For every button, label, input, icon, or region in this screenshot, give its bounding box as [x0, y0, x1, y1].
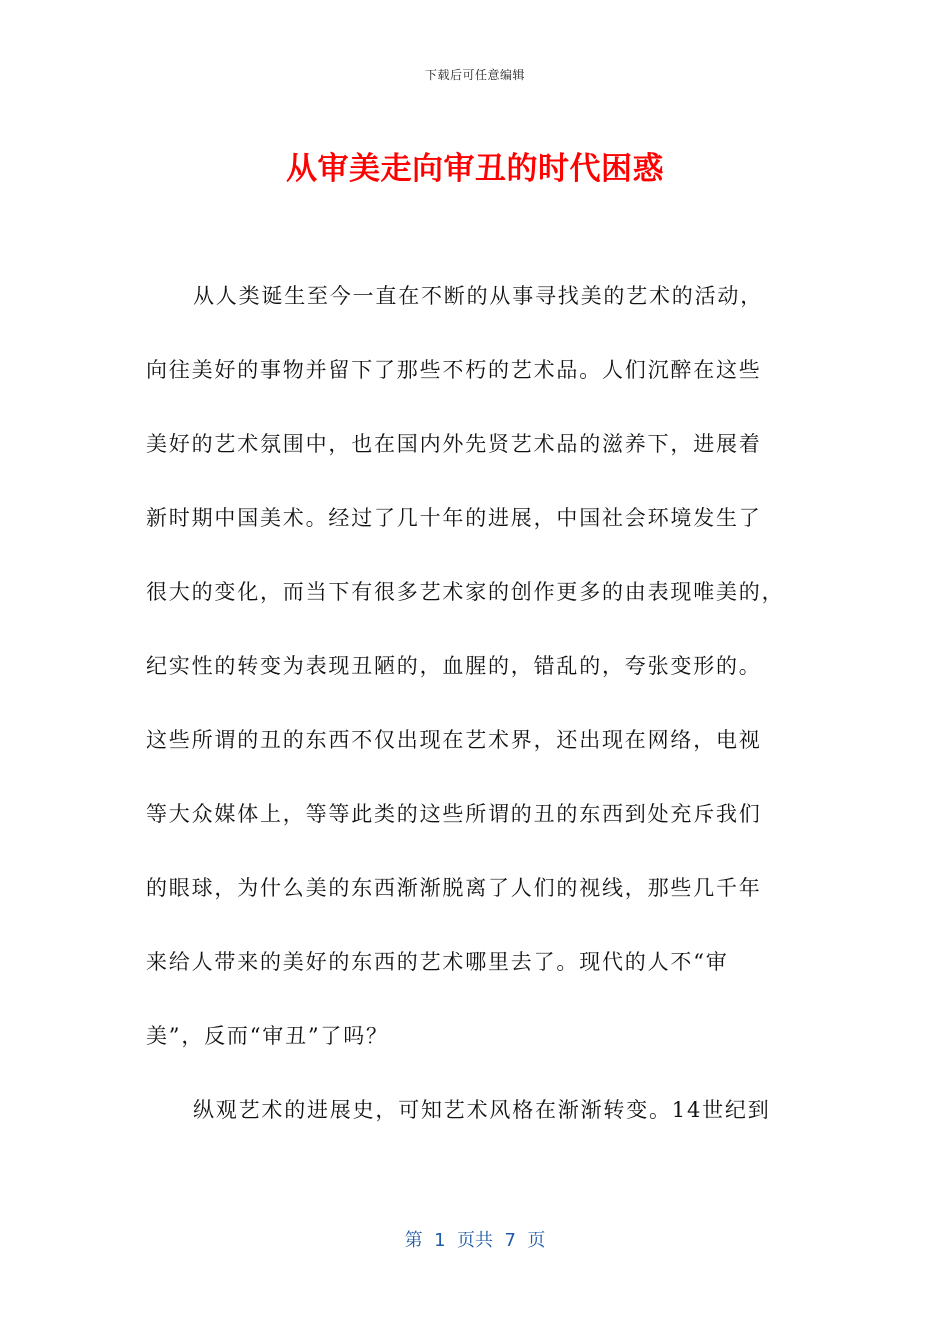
paragraph-line: 很大的变化，而当下有很多艺术家的创作更多的由表现唯美的， — [146, 580, 785, 604]
paragraph-line: 美好的艺术氛围中，也在国内外先贤艺术品的滋养下，进展着 — [146, 432, 762, 456]
paragraph-line: 美”，反而“审丑”了吗？ — [146, 1024, 389, 1048]
page-number-footer: 第 1 页共 7 页 — [404, 1230, 546, 1251]
paragraph-line: 纵观艺术的进展史，可知艺术风格在渐渐转变。14世纪到 — [193, 1098, 771, 1122]
paragraph-line: 新时期中国美术。经过了几十年的进展，中国社会环境发生了 — [146, 506, 762, 530]
paragraph-line: 从人类诞生至今一直在不断的从事寻找美的艺术的活动， — [193, 284, 763, 308]
document-body — [146, 276, 806, 1164]
paragraph-line: 这些所谓的丑的东西不仅出现在艺术界，还出现在网络，电视 — [146, 728, 762, 752]
paragraph-line: 的眼球，为什么美的东西渐渐脱离了人们的视线，那些几千年 — [146, 876, 762, 900]
paragraph-line: 纪实性的转变为表现丑陋的，血腥的，错乱的，夸张变形的。 — [146, 654, 762, 678]
header-note: 下载后可任意编辑 — [424, 68, 525, 82]
paragraph-line: 向往美好的事物并留下了那些不朽的艺术品。人们沉醉在这些 — [146, 358, 762, 382]
document-title: 从审美走向审丑的时代困惑 — [286, 151, 664, 187]
paragraph-line: 来给人带来的美好的东西的艺术哪里去了。现代的人不“审 — [146, 950, 729, 974]
paragraph-line: 等大众媒体上，等等此类的这些所谓的丑的东西到处充斥我们 — [146, 802, 762, 826]
